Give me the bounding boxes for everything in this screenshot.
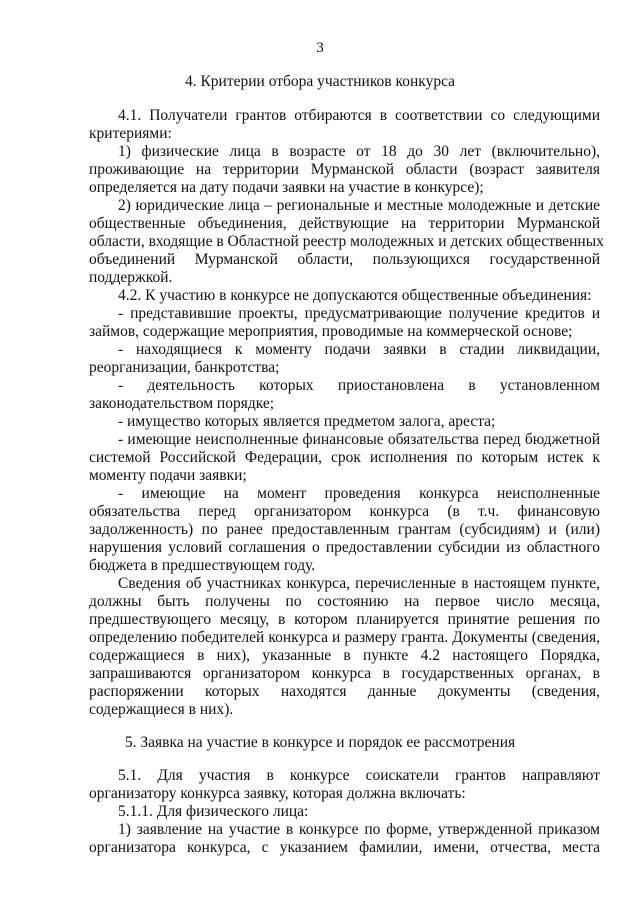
text-line: организатору конкурса заявку, которая должна включать: bbox=[89, 785, 466, 802]
text-line: - имущество которых является предметом залога, ареста; bbox=[118, 413, 496, 430]
section-5-heading: 5. Заявка на участие в конкурсе и порядок ее рассмотрения bbox=[124, 734, 516, 751]
text-line: - представившие проекты, предусматривающие получение кредитов и bbox=[118, 305, 600, 322]
text-line: 5.1. Для участия в конкурсе соискатели грантов направляют bbox=[118, 767, 600, 784]
text-line: 1) физические лица в возрасте от 18 до 30 лет (включительно), bbox=[118, 143, 600, 160]
text-line: 4.2. К участию в конкурсе не допускаются общественные объединения: bbox=[118, 287, 592, 304]
text-line: общественные объединения, действующие на территории Мурманской bbox=[89, 215, 600, 232]
text-line: - имеющие на момент проведения конкурса неисполненные bbox=[118, 485, 600, 502]
text-line: Сведения об участниках конкурса, перечисленные в настоящем пункте, bbox=[118, 575, 600, 592]
text-line: организатора конкурса, с указанием фамилии, имени, отчества, места bbox=[89, 839, 600, 856]
text-line: - деятельность которых приостановлена в установленном bbox=[118, 377, 600, 394]
text-line: обязательства перед организатором конкурса (в т.ч. финансовую bbox=[89, 503, 600, 520]
text-line: предшествующего месяцу, в котором планируется принятие решения по bbox=[89, 611, 600, 628]
text-line: 2) юридические лица – региональные и местные молодежные и детские bbox=[118, 197, 600, 214]
text-line: проживающие на территории Мурманской области (возраст заявителя bbox=[89, 161, 600, 178]
text-line: системой Российской Федерации, срок исполнения по которым истек к bbox=[89, 449, 600, 466]
text-line: реорганизации, банкротства; bbox=[89, 359, 280, 376]
text-line: 5.1.1. Для физического лица: bbox=[118, 803, 309, 820]
text-line: бюджета в предшествующем году. bbox=[89, 557, 316, 574]
text-line: области, входящие в Областной реестр молодежных и детских общественных bbox=[89, 233, 604, 250]
text-line: определению победителей конкурса и размеру гранта. Документы (сведения, bbox=[89, 629, 600, 646]
text-line: содержащиеся в них), указанные в пункте 4.2 настоящего Порядка, bbox=[89, 647, 600, 664]
text-line: нарушения условий соглашения о предоставлении субсидии из областного bbox=[89, 539, 600, 556]
text-line: критериями: bbox=[89, 125, 172, 142]
text-line: - имеющие неисполненные финансовые обязательства перед бюджетной bbox=[118, 431, 600, 448]
text-line: законодательством порядке; bbox=[89, 395, 275, 412]
text-line: займов, содержащие мероприятия, проводимые на коммерческой основе; bbox=[89, 323, 573, 340]
text-line: 1) заявление на участие в конкурсе по форме, утвержденной приказом bbox=[118, 821, 600, 838]
text-line: объединений Мурманской области, пользующихся государственной bbox=[89, 251, 600, 268]
section-4-heading: 4. Критерии отбора участников конкурса bbox=[184, 73, 456, 90]
text-line: содержащиеся в них). bbox=[89, 701, 234, 718]
text-line: распоряжении которых находятся данные документы (сведения, bbox=[89, 683, 600, 700]
text-line: моменту подачи заявки; bbox=[89, 467, 247, 484]
text-line: задолженность) по ранее предоставленным грантам (субсидиям) и (или) bbox=[89, 521, 600, 538]
text-line: определяется на дату подачи заявки на участие в конкурсе); bbox=[89, 179, 484, 196]
text-line: должны быть получены по состоянию на первое число месяца, bbox=[89, 593, 600, 610]
text-line: 4.1. Получатели грантов отбираются в соответствии со следующими bbox=[118, 107, 600, 124]
page-number: 3 bbox=[316, 40, 324, 56]
text-line: запрашиваются организатором конкурса в государственных органах, в bbox=[89, 665, 600, 682]
text-line: - находящиеся к моменту подачи заявки в стадии ликвидации, bbox=[118, 341, 600, 358]
text-line: поддержкой. bbox=[89, 269, 173, 286]
